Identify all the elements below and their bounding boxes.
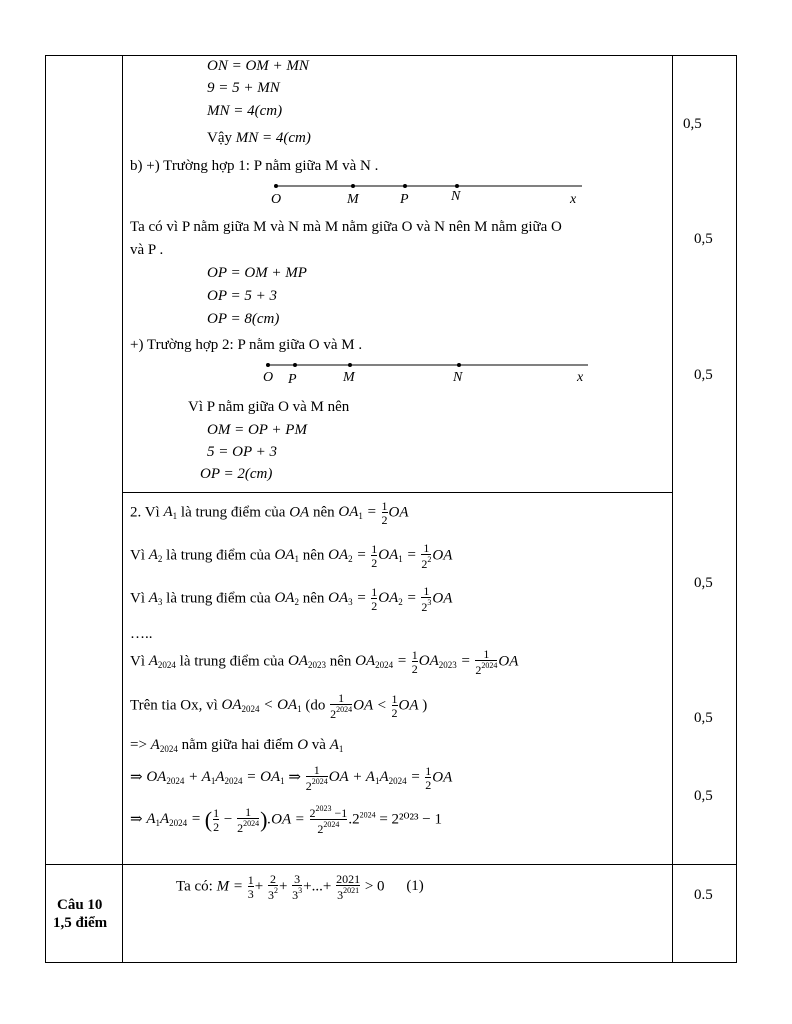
case1-desc: P nằm giữa M và N . [253, 158, 379, 174]
case1-reason-line2: và P . [130, 242, 164, 258]
eq-on: ON = OM + MN [207, 58, 309, 74]
diagram2-point-p [293, 363, 297, 367]
diagram2-point-n [457, 363, 461, 367]
s2-arrow-1: ⇒ [130, 769, 143, 786]
score-3: 0,5 [694, 367, 713, 383]
s2-dots: ….. [130, 626, 153, 642]
s2-then-4: nên [329, 653, 352, 670]
s2-vi-2: Vì [130, 547, 145, 564]
case1-reason-line1: Ta có vì P nằm giữa M và N mà M nằm giữa O và N nên M nằm giữa O [130, 219, 562, 235]
s2-line4: Vì $A_{2024}$ là trung điểm của $OA_{2023}$ nên $OA_{2024}$ = $\frac{1}{2}$ $OA_{2023}$ = $\frac{1}{2^{2024}}$ OA [130, 647, 519, 677]
diagram1-label-m: M [347, 192, 359, 207]
diagram1-label-x: x [570, 192, 577, 207]
conclusion-math: MN = 4(cm) [235, 130, 311, 146]
s2-line2: Vì $A_2$ là trung điểm của $OA_1$ nên $OA_2$ = $\frac{1}{2}$ $OA_1$ = $\frac{1}{2^2}$ OA [130, 541, 453, 571]
score-6: 0,5 [694, 788, 713, 804]
case2-reason: Vì P nằm giữa O và M nên [188, 399, 350, 415]
case1-title: b) +) Trường hợp 1: [130, 158, 250, 174]
s2-ray-text: Trên tia Ox, vì [130, 697, 218, 714]
case2-eq3: OP = 2(cm) [200, 466, 273, 482]
score-2: 0,5 [694, 231, 713, 247]
s2-line6: => $A_{2024}$ nằm giữa hai điểm O và $A_1$ [130, 737, 344, 754]
s2-midpoint-4: là trung điểm của [179, 653, 285, 670]
diagram1-label-p: P [400, 192, 409, 207]
case2-heading [130, 337, 362, 354]
diagram2-point-o [266, 363, 270, 367]
diagram2-label-n: N [453, 370, 463, 385]
diagram1-label-o: O [271, 192, 282, 207]
conclusion-prefix: Vậy [207, 130, 232, 146]
s2-line1: 2. Vì $A_1$ là trung điểm của OA nên $OA_1$ = $\frac{1}{2}$ OA [130, 499, 409, 527]
s2-line7: ⇒ $OA_{2024} + A_1A_{2024} = OA_1$ ⇒ $\frac{1}{2^{2024}}$ OA + $A_1A_{2024}$ = $\frac{1}{2}$ OA [130, 763, 453, 793]
diagram1-point-o [274, 184, 278, 188]
case2-title: +) Trường hợp 2: [130, 337, 234, 353]
case2-desc: P nằm giữa O và M . [237, 337, 363, 353]
s2-between-prefix: => [130, 737, 147, 753]
s2-midpoint-2: là trung điểm của [166, 547, 271, 564]
q10-label: Câu 10 [57, 897, 103, 913]
s2-vi-3: Vì [130, 590, 145, 607]
q10-points: 1,5 điểm [53, 915, 108, 931]
eq-nine: 9 = 5 + MN [207, 80, 280, 96]
s2-vi-4: Vì [130, 653, 145, 670]
score-4: 0,5 [694, 575, 713, 591]
s2-do-text: (do [305, 697, 326, 714]
score-5: 0,5 [694, 710, 713, 726]
s2-then-2: nên [302, 547, 325, 564]
s2-then-1: nên [312, 504, 335, 521]
case1-eq2: OP = 5 + 3 [207, 288, 277, 304]
eq-mn: MN = 4(cm) [207, 103, 283, 119]
q10-intro: Ta có: [176, 878, 213, 895]
diagram2-label-o: O [263, 370, 274, 385]
s2-line8: ⇒ $A_1A_{2024}$ = ( $\frac{1}{2}$ − $\frac{1}{2^{2024}}$ ).OA = $\frac{2^{2023} -1}{2^{2024}}$ $.2^{2024} = 2^{2023} - 1$ [130, 804, 442, 836]
q10-equation: Ta có: M = $\frac{1}{3}$ + $\frac{2}{3^2}$ + $\frac{3}{3^3}$ +...+ $\frac{2021}{3^{2021}}$ > 0 (1) [176, 872, 424, 902]
s2-between-text: nằm giữa hai điểm [181, 737, 294, 753]
s2-midpoint-1: là trung điểm của [180, 504, 286, 521]
s2-line3: Vì $A_3$ là trung điểm của $OA_2$ nên $OA_3$ = $\frac{1}{2}$ $OA_2$ = $\frac{1}{2^3}$ OA [130, 584, 453, 614]
diagram2-label-x: x [577, 370, 584, 385]
s2-final-result: 2²⁰²³ − 1 [391, 811, 442, 828]
s2-arrow-2: ⇒ [130, 811, 143, 828]
score-7: 0.5 [694, 887, 713, 903]
diagram2-label-p: P [288, 372, 297, 387]
score-1: 0,5 [683, 116, 702, 132]
s2-line5: Trên tia Ox, vì $OA_{2024} < OA_1$ (do $\frac{1}{2^{2024}}$ OA < $\frac{1}{2}$ OA ) [130, 691, 428, 721]
s2-then-3: nên [302, 590, 325, 607]
case1-eq1: OP = OM + MP [207, 265, 307, 281]
diagram1-label-n: N [451, 189, 461, 204]
s2-and-text: và [311, 737, 326, 753]
diagram1-point-m [351, 184, 355, 188]
case2-eq1: OM = OP + PM [207, 422, 307, 438]
diagram2-label-m: M [343, 370, 355, 385]
diagram1-point-n [455, 184, 459, 188]
diagram2-point-m [348, 363, 352, 367]
s2-line1-prefix: 2. Vì [130, 504, 160, 521]
case1-eq3: OP = 8(cm) [207, 311, 280, 327]
q10-eq-number: (1) [406, 878, 424, 895]
s2-midpoint-3: là trung điểm của [166, 590, 271, 607]
case2-eq2: 5 = OP + 3 [207, 444, 277, 460]
diagram1-point-p [403, 184, 407, 188]
